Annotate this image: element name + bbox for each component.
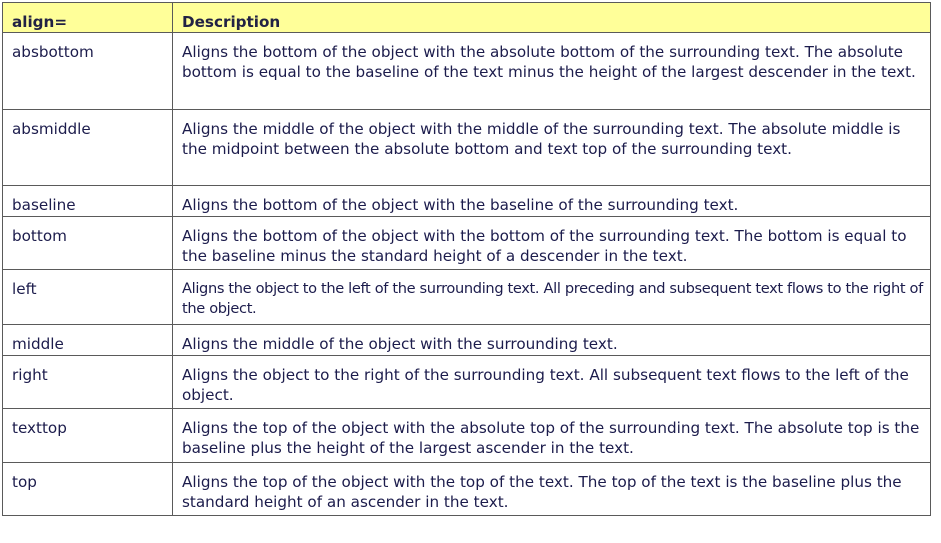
row-description-middle: Aligns the middle of the object with the surrounding text. (173, 325, 931, 356)
header-description: Description (173, 3, 931, 33)
row-description-absmiddle: Aligns the middle of the object with the middle of the surrounding text. The absolute middle is the midpoint between the absolute bottom and text top of the surrounding text. (173, 110, 931, 186)
row-value-texttop: texttop (3, 409, 173, 463)
row-value-right: right (3, 356, 173, 409)
row-value-left: left (3, 270, 173, 325)
row-description-texttop: Aligns the top of the object with the absolute top of the surrounding text. The absolute top is the baseline plus the height of the largest ascender in the text. (173, 409, 931, 463)
align-attribute-table (2, 2, 931, 516)
row-description-right: Aligns the object to the right of the surrounding text. All subsequent text flows to the left of the object. (173, 356, 931, 409)
table-row (3, 463, 931, 516)
row-value-bottom: bottom (3, 217, 173, 270)
table-row (3, 217, 931, 270)
row-description-baseline: Aligns the bottom of the object with the baseline of the surrounding text. (173, 186, 931, 217)
row-description-absbottom: Aligns the bottom of the object with the absolute bottom of the surrounding text. The absolute bottom is equal to the baseline of the text minus the height of the largest descender in the text. (173, 33, 931, 110)
table-row (3, 33, 931, 110)
row-value-top: top (3, 463, 173, 516)
table-row (3, 186, 931, 217)
row-value-absmiddle: absmiddle (3, 110, 173, 186)
table-header-row (3, 3, 931, 33)
table-row (3, 356, 931, 409)
row-value-baseline: baseline (3, 186, 173, 217)
table-row (3, 270, 931, 325)
table-row (3, 325, 931, 356)
header-align: align= (3, 3, 173, 33)
table-row (3, 110, 931, 186)
table-row (3, 409, 931, 463)
row-description-left: Aligns the object to the left of the surrounding text. All preceding and subsequent text flows to the right of the object. (173, 270, 931, 325)
row-description-top: Aligns the top of the object with the top of the text. The top of the text is the baseline plus the standard height of an ascender in the text. (173, 463, 931, 516)
row-value-middle: middle (3, 325, 173, 356)
row-value-absbottom: absbottom (3, 33, 173, 110)
row-description-bottom: Aligns the bottom of the object with the bottom of the surrounding text. The bottom is equal to the baseline minus the standard height of a descender in the text. (173, 217, 931, 270)
